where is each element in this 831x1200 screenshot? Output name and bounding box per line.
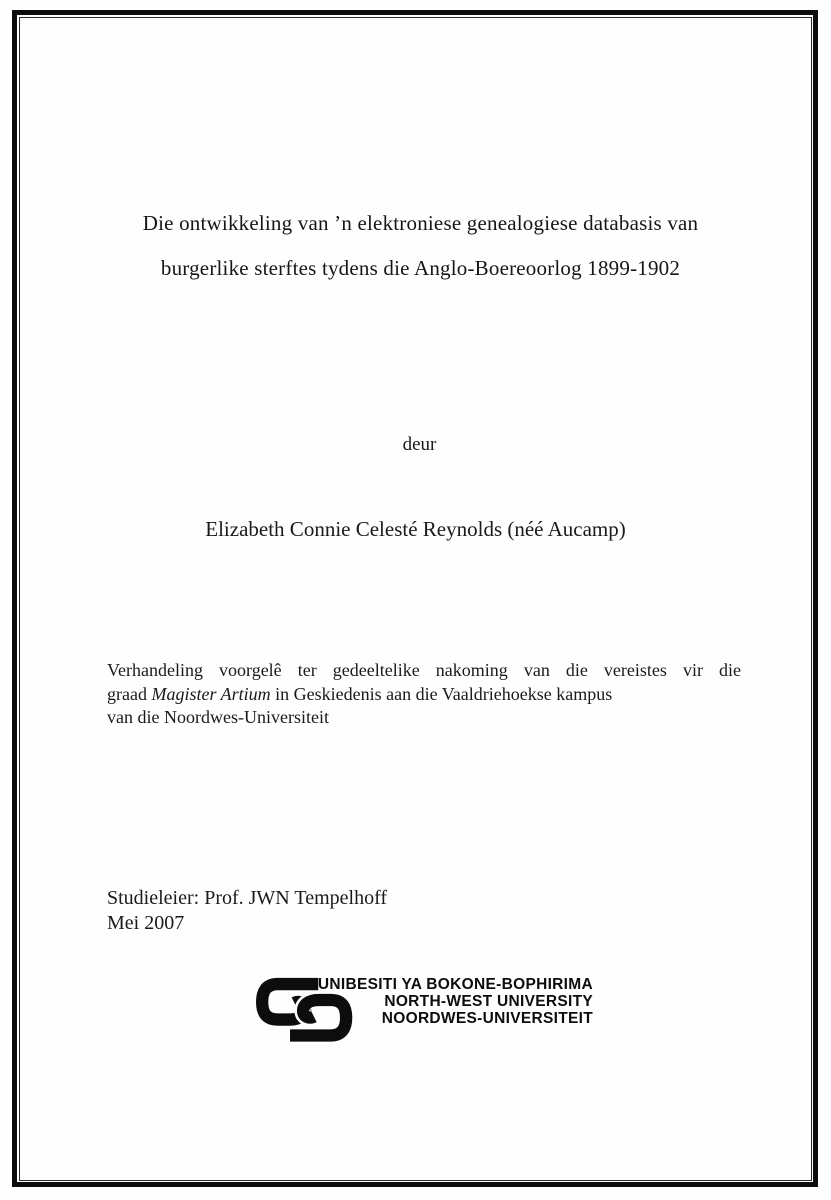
supervisor-block [107,886,387,936]
thesis-title-line1: Die ontwikkeling van ’n elektroniese genealogiese databasis van [142,211,699,235]
university-name-english: NORTH-WEST UNIVERSITY [384,993,593,1011]
submission-line2 [107,683,741,707]
degree-name: Magister Artium [151,683,271,704]
university-name-afrikaans: NOORDWES-UNIVERSITEIT [381,1010,593,1028]
submission-statement [107,659,741,730]
submission-line2-suffix: in Geskiedenis aan die Vaaldriehoekse kampus [270,683,613,704]
thesis-title-line2: burgerlike sterftes tydens die Anglo-Boereoorlog 1899-1902 [160,256,681,280]
byline: deur [402,434,437,455]
supervisor-line: Studieleier: Prof. JWN Tempelhoff [107,887,388,909]
university-name-block [307,976,593,1028]
submission-line1: Verhandeling voorgelê ter gedeeltelike nakoming van die vereistes vir die [107,660,741,680]
submission-line3: van die Noordwes-Universiteit [107,707,329,727]
author-name: Elizabeth Connie Celesté Reynolds (néé Aucamp) [205,517,626,541]
submission-line2-prefix: graad [107,683,152,704]
university-name-setswana: YUNIBESITI YA BOKONE-BOPHIRIMA [307,976,593,993]
thesis-title [55,201,786,291]
date-line: Mei 2007 [107,912,185,934]
